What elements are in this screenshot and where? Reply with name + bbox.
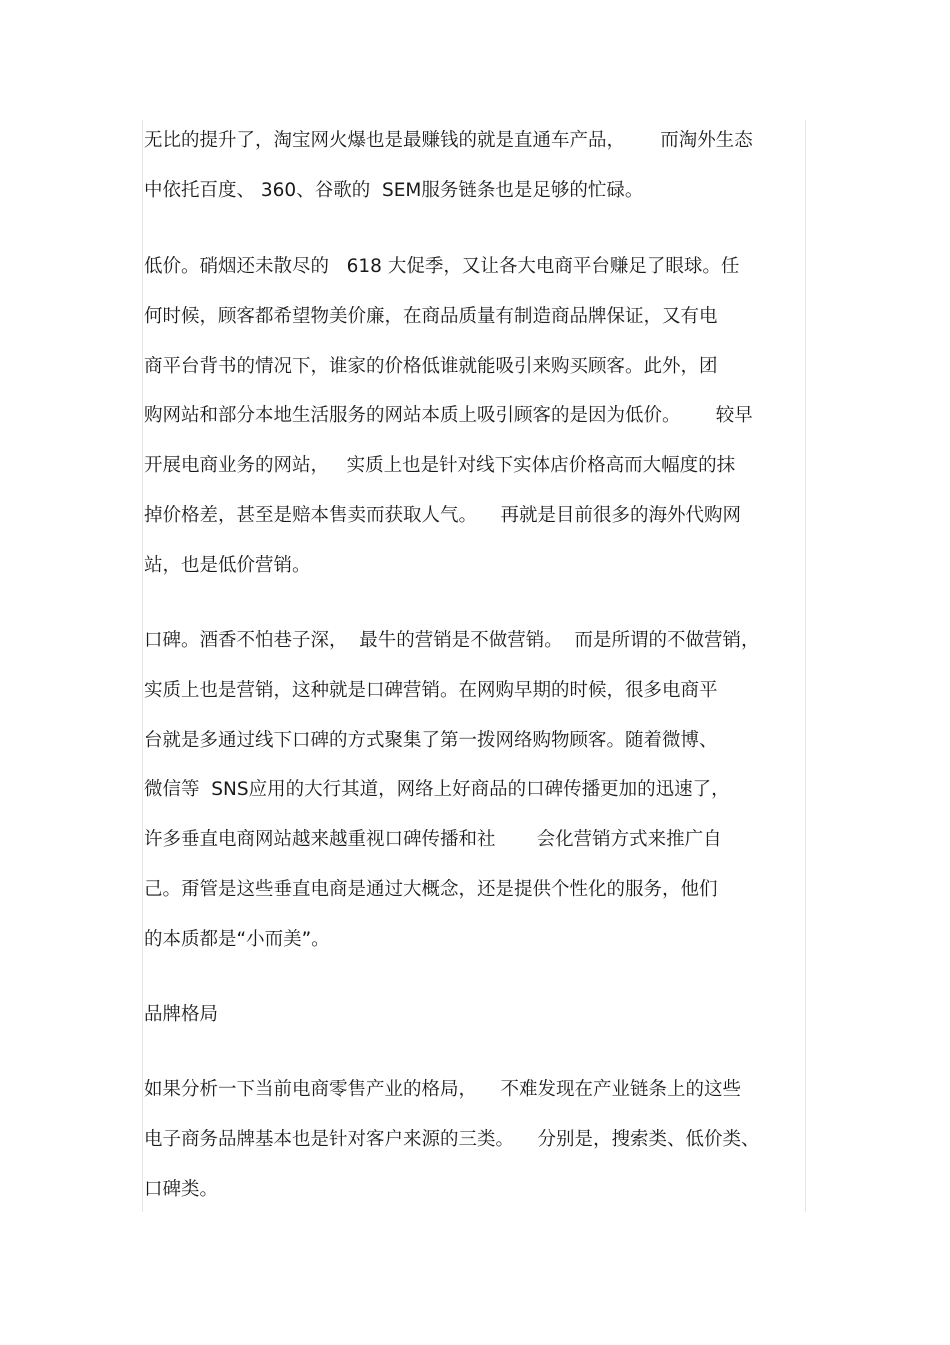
text-line: 口碑类。 xyxy=(144,1179,219,1200)
text-line: 低价。硝烟还未散尽的 618 大促季，又让各大电商平台赚足了眼球。任 xyxy=(144,256,740,277)
text-line: 中依托百度、 360、谷歌的 SEM服务链条也是足够的忙碌。 xyxy=(144,180,644,201)
text-line: 无比的提升了，淘宝网火爆也是最赚钱的就是直通车产品， 而淘外生态 xyxy=(144,130,753,151)
text-line: 购网站和部分本地生活服务的网站本质上吸引顾客的是因为低价。 较早 xyxy=(144,405,753,426)
text-line: 的本质都是“小而美”。 xyxy=(144,929,330,950)
section-heading: 品牌格局 xyxy=(144,1004,219,1025)
text-line: 台就是多通过线下口碑的方式聚集了第一拨网络购物顾客。随着微博、 xyxy=(144,730,718,751)
text-line: 开展电商业务的网站， 实质上也是针对线下实体店价格高而大幅度的抹 xyxy=(144,455,736,476)
text-line: 站，也是低价营销。 xyxy=(144,555,311,576)
text-line: 微信等 SNS应用的大行其道，网络上好商品的口碑传播更加的迅速了， xyxy=(144,779,730,800)
text-line: 电子商务品牌基本也是针对客户来源的三类。 分别是，搜索类、低价类、 xyxy=(144,1129,760,1150)
text-line: 商平台背书的情况下，谁家的价格低谁就能吸引来购买顾客。此外，团 xyxy=(144,356,718,377)
text-line: 己。甭管是这些垂直电商是通过大概念，还是提供个性化的服务，他们 xyxy=(144,879,718,900)
text-line: 许多垂直电商网站越来越重视口碑传播和社 会化营销方式来推广自 xyxy=(144,829,722,850)
text-line: 何时候，顾客都希望物美价廉，在商品质量有制造商品牌保证，又有电 xyxy=(144,306,718,327)
page-frame xyxy=(142,120,806,1212)
text-line: 掉价格差，甚至是赔本售卖而获取人气。 再就是目前很多的海外代购网 xyxy=(144,505,742,526)
text-line: 实质上也是营销，这种就是口碑营销。在网购早期的时候，很多电商平 xyxy=(144,680,718,701)
text-line: 如果分析一下当前电商零售产业的格局， 不难发现在产业链条上的这些 xyxy=(144,1079,742,1100)
text-line: 口碑。酒香不怕巷子深， 最牛的营销是不做营销。 而是所谓的不做营销， xyxy=(144,630,760,651)
